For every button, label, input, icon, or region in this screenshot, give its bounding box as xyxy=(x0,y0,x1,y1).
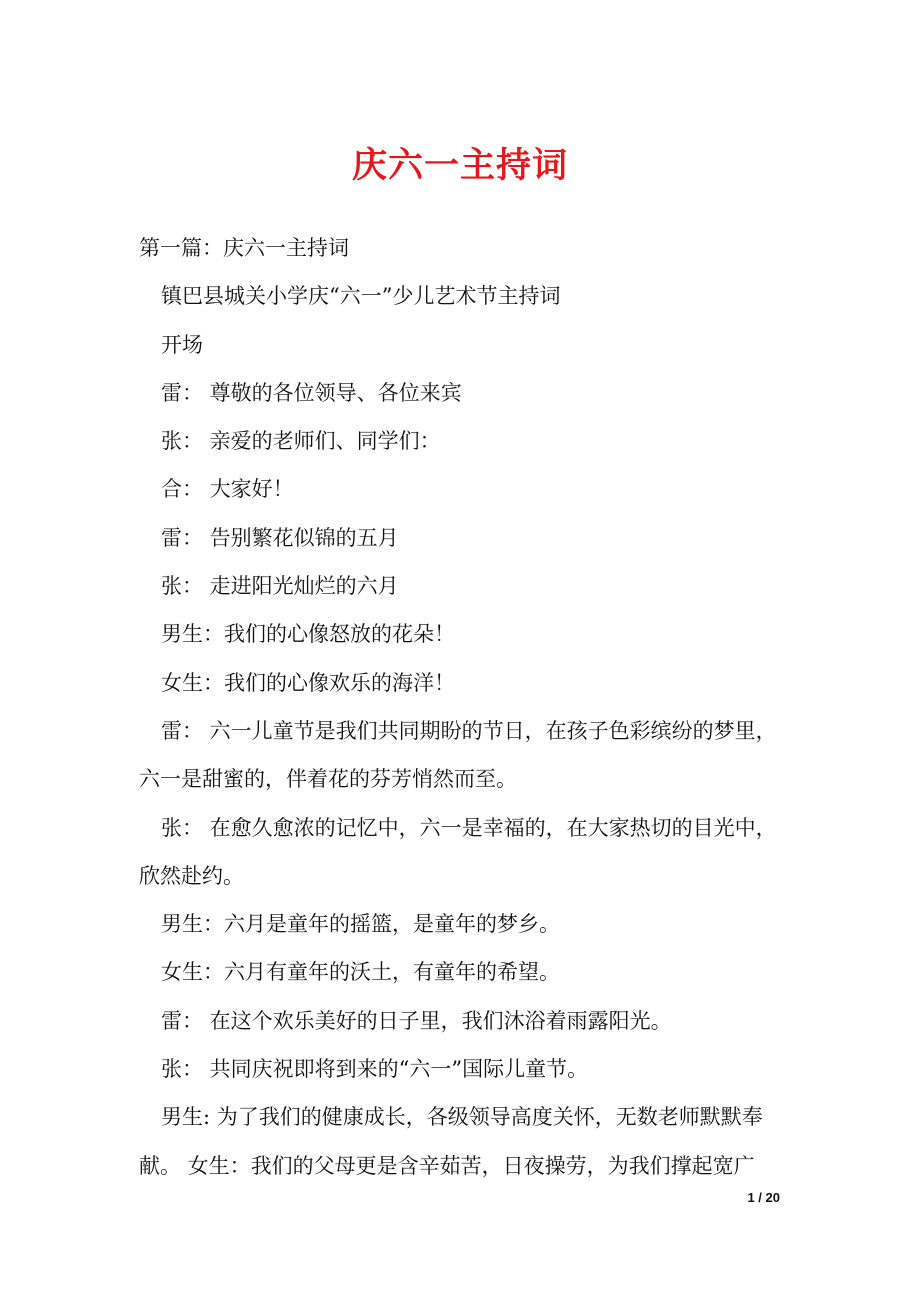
text-line: 女生：六月有童年的沃土，有童年的希望。 xyxy=(161,960,560,985)
text-line: 男生：我们的心像怒放的花朵！ xyxy=(161,622,455,647)
text-line: 男生：六月是童年的摇篮，是童年的梦乡。 xyxy=(161,912,560,937)
text-line: 男生: 为了我们的健康成长，各级领导高度关怀，无数老师默默奉 xyxy=(161,1105,763,1130)
text-line: 献。 女生：我们的父母更是含辛茹苦，日夜操劳，为我们撑起宽广 xyxy=(139,1153,755,1178)
text-line: 雷： 尊敬的各位领导、各位来宾 xyxy=(161,380,462,405)
document-body xyxy=(139,224,795,1190)
document-title: 庆六一主持词 xyxy=(351,145,568,186)
text-line: 镇巴县城关小学庆“六一”少儿艺术节主持词 xyxy=(161,284,561,309)
text-line: 张： 在愈久愈浓的记忆中，六一是幸福的，在大家热切的目光中， xyxy=(161,815,777,840)
text-line: 第一篇：庆六一主持词 xyxy=(139,236,349,260)
page-number: 1 / 20 xyxy=(747,1190,780,1205)
text-line: 雷： 告别繁花似锦的五月 xyxy=(161,525,399,550)
text-line: 六一是甜蜜的，伴着花的芬芳悄然而至。 xyxy=(139,767,517,792)
text-line: 合： 大家好！ xyxy=(161,477,294,502)
text-line: 雷： 六一儿童节是我们共同期盼的节日，在孩子色彩缤纷的梦里， xyxy=(161,718,777,743)
text-line: 女生：我们的心像欢乐的海洋！ xyxy=(161,670,455,695)
text-line: 张： 走进阳光灿烂的六月 xyxy=(161,574,399,599)
text-line: 欣然赴约。 xyxy=(139,863,244,888)
text-line: 张： 共同庆祝即将到来的“六一”国际儿童节。 xyxy=(161,1057,589,1082)
text-line: 张： 亲爱的老师们、同学们： xyxy=(161,429,441,454)
text-line: 雷： 在这个欢乐美好的日子里，我们沐浴着雨露阳光。 xyxy=(161,1008,672,1033)
text-line: 开场 xyxy=(161,332,203,357)
